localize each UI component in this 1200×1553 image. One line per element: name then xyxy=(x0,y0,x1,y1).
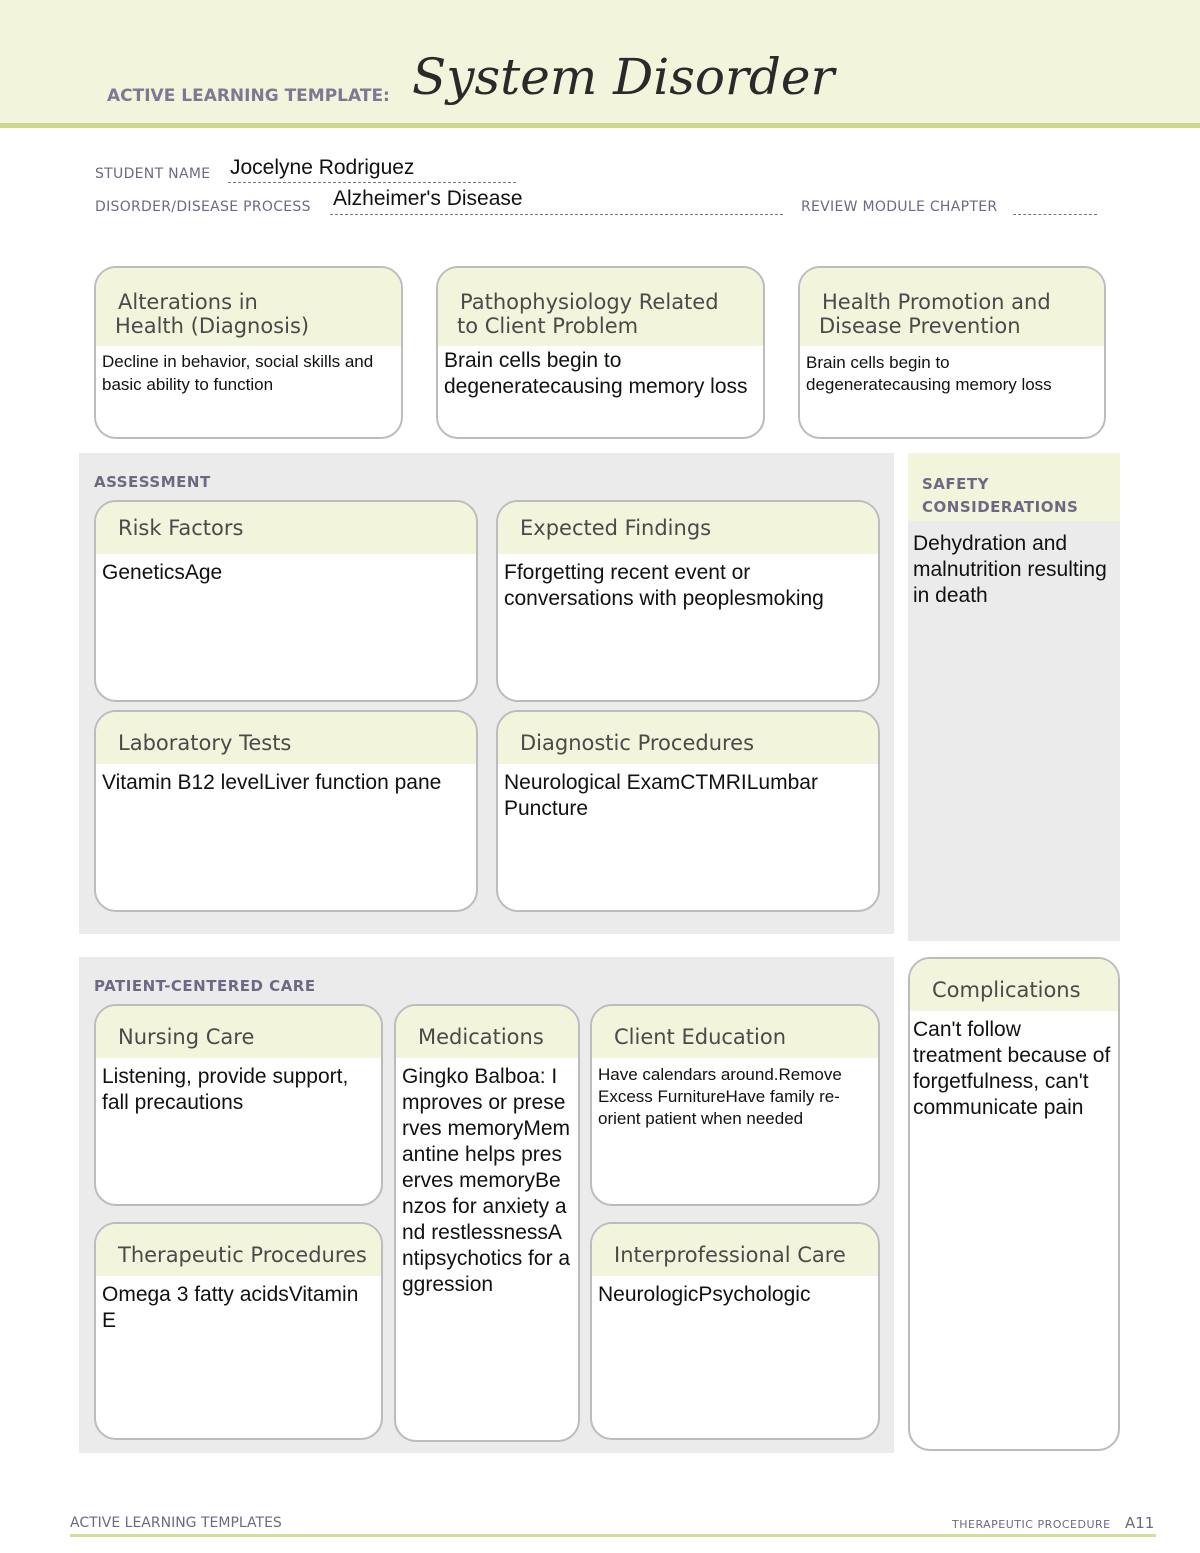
health-promotion-box xyxy=(798,266,1106,439)
disorder-line xyxy=(330,214,783,215)
pathophysiology-header xyxy=(438,268,763,346)
therapeutic-procedures-box xyxy=(94,1222,383,1440)
patient-care-title: PATIENT-CENTERED CARE xyxy=(94,977,316,995)
review-module-label: REVIEW MODULE CHAPTER xyxy=(801,199,998,215)
medications-box xyxy=(394,1004,580,1442)
safety-title xyxy=(922,473,1078,519)
client-education-box xyxy=(590,1004,880,1206)
pathophysiology-title-line1: Pathophysiology Related xyxy=(460,290,719,314)
diagnostic-procedures-body[interactable]: Neurological ExamCTMRILumbar Puncture xyxy=(504,771,818,820)
interprofessional-care-body[interactable]: NeurologicPsychologic xyxy=(598,1283,811,1306)
pathophysiology-body[interactable]: Brain cells begin to degeneratecausing memory loss xyxy=(444,349,748,398)
diagnostic-procedures-box xyxy=(496,710,880,912)
laboratory-tests-body[interactable]: Vitamin B12 levelLiver function pane xyxy=(102,771,442,794)
nursing-care-body[interactable]: Listening, provide support, fall precautions xyxy=(102,1065,349,1114)
risk-factors-title: Risk Factors xyxy=(96,502,476,554)
safety-body[interactable]: Dehydration and malnutrition resulting in death xyxy=(913,532,1107,607)
interprofessional-care-title: Interprofessional Care xyxy=(592,1224,878,1276)
safety-section xyxy=(908,453,1120,941)
health-promotion-title-line1: Health Promotion and xyxy=(822,290,1051,314)
assessment-title: ASSESSMENT xyxy=(94,473,211,491)
complications-title: Complications xyxy=(910,959,1118,1011)
laboratory-tests-box xyxy=(94,710,478,912)
diagnostic-procedures-title: Diagnostic Procedures xyxy=(498,712,878,764)
footer-page-number: A11 xyxy=(1125,1514,1155,1532)
expected-findings-box xyxy=(496,500,880,702)
footer-right-label: THERAPEUTIC PROCEDURE xyxy=(952,1518,1111,1531)
client-education-title: Client Education xyxy=(592,1006,878,1058)
header-label: ACTIVE LEARNING TEMPLATE: xyxy=(107,86,390,106)
health-promotion-title-line2: Disease Prevention xyxy=(819,314,1021,338)
footer-rule xyxy=(70,1534,1156,1537)
header-rule xyxy=(0,123,1200,128)
pathophysiology-title-line2: to Client Problem xyxy=(457,314,639,338)
safety-title-line2: CONSIDERATIONS xyxy=(922,498,1079,516)
medications-body[interactable]: Gingko Balboa: Improves or preserves memoryMemantine helps preserves memoryBenzos for anxiety and restlessnessAntipsychotics for aggression xyxy=(402,1065,571,1296)
health-promotion-body[interactable]: Brain cells begin to degeneratecausing memory loss xyxy=(806,353,1052,394)
expected-findings-body[interactable]: Fforgetting recent event or conversations with peoplesmoking xyxy=(504,561,824,610)
complications-body[interactable]: Can't follow treatment because of forgetfulness, can't communicate pain xyxy=(913,1018,1111,1119)
therapeutic-procedures-title: Therapeutic Procedures xyxy=(96,1224,381,1276)
laboratory-tests-title: Laboratory Tests xyxy=(96,712,476,764)
disorder-label: DISORDER/DISEASE PROCESS xyxy=(95,199,311,215)
pathophysiology-box xyxy=(436,266,765,439)
page-title: System Disorder xyxy=(412,48,835,106)
alterations-title-line2: Health (Diagnosis) xyxy=(115,314,310,338)
risk-factors-body[interactable]: GeneticsAge xyxy=(102,561,223,584)
review-module-line xyxy=(1013,214,1097,215)
client-education-body[interactable]: Have calendars around.Remove Excess FurnitureHave family re-orient patient when needed xyxy=(598,1065,842,1128)
medications-title: Medications xyxy=(396,1006,578,1058)
nursing-care-box xyxy=(94,1004,383,1206)
alterations-title-line1: Alterations in xyxy=(118,290,258,314)
health-promotion-header xyxy=(800,268,1104,346)
safety-title-line1: SAFETY xyxy=(922,475,989,493)
nursing-care-title: Nursing Care xyxy=(96,1006,381,1058)
footer-left-label: ACTIVE LEARNING TEMPLATES xyxy=(70,1515,282,1531)
alterations-box xyxy=(94,266,403,439)
therapeutic-procedures-body[interactable]: Omega 3 fatty acidsVitamin E xyxy=(102,1283,359,1332)
expected-findings-title: Expected Findings xyxy=(498,502,878,554)
student-name-field[interactable]: Jocelyne Rodriguez xyxy=(230,156,415,179)
alterations-body[interactable]: Decline in behavior, social skills and basic ability to function xyxy=(102,352,374,394)
interprofessional-care-box xyxy=(590,1222,880,1440)
student-name-line xyxy=(228,182,516,183)
risk-factors-box xyxy=(94,500,478,702)
disorder-field[interactable]: Alzheimer's Disease xyxy=(333,187,523,210)
complications-box xyxy=(908,957,1120,1451)
alterations-header xyxy=(96,268,401,346)
student-name-label: STUDENT NAME xyxy=(95,166,211,182)
